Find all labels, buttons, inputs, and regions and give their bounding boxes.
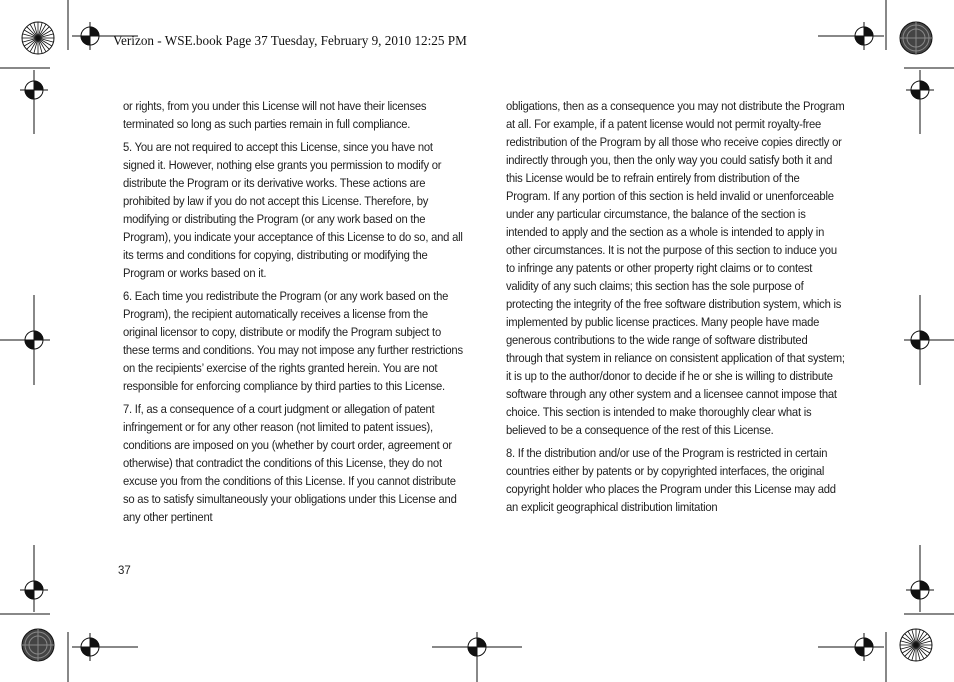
paragraph: 7. If, as a consequence of a court judgment or allegation of patent infringement or for any other reason (not limited to patent issues), conditions are imposed on you (whether by court order, agreement or otherwise) that contradict the conditions of this License, they do not excuse you from the conditions of this License. If you cannot distribute so as to satisfy simultaneously your obligations under this License and any other pertinent	[123, 402, 457, 524]
paragraph: 8. If the distribution and/or use of the Program is restricted in certain countries either by patents or by copyrighted interfaces, the original copyright holder who places the Program under this License may add an explicit geographical distribution limitation	[506, 446, 836, 514]
star-target-bottom-left	[22, 629, 54, 661]
paragraph: or rights, from you under this License will not have their licenses terminated so long as such parties remain in full compliance.	[123, 99, 427, 131]
left-text-column	[123, 97, 463, 531]
page-number: 37	[118, 565, 131, 577]
paragraph: 6. Each time you redistribute the Program (or any work based on the Program), the recipient automatically receives a license from the original licensor to copy, distribute or modify the Program subject to these terms and conditions. You may not impose any further restrictions on the recipients’ exercise of the rights granted herein. You are not responsible for enforcing compliance by third parties to this License.	[123, 289, 463, 393]
paragraph: 5. You are not required to accept this License, since you have not signed it. However, nothing else grants you permission to modify or distribute the Program or its derivative works. These actions are prohibited by law if you do not accept this License. Therefore, by modifying or distributing the Program (or any work based on the Program), you indicate your acceptance of this License to do so, and all its terms and conditions for copying, distributing or modifying the Program or works based on it.	[123, 140, 463, 280]
paragraph: obligations, then as a consequence you may not distribute the Program at all. For example, if a patent license would not permit royalty-free redistribution of the Program by all those who receive copies directly or indirectly through you, then the only way you could satisfy both it and this License would be to refrain entirely from distribution of the Program. If any portion of this section is held invalid or unenforceable under any particular circumstance, the balance of the section is intended to apply and the section as a whole is intended to apply in other circumstances. It is not the purpose of this section to induce you to infringe any patents or other property right claims or to contest validity of any such claims; this section has the sole purpose of protecting the integrity of the free software distribution system, which is implemented by public license practices. Many people have made generous contributions to the wide range of software distributed through that system in reliance on consistent application of that system; it is up to the author/donor to decide if he or she is willing to distribute software through any other system and a licensee cannot impose that choice. This section is intended to make thoroughly clear what is believed to be a consequence of the rest of this License.	[506, 99, 845, 437]
star-target-top-right	[900, 22, 932, 54]
print-header: Verizon - WSE.book Page 37 Tuesday, February 9, 2010 12:25 PM	[113, 33, 467, 48]
star-target-bottom-right	[900, 629, 932, 661]
right-text-column	[506, 97, 845, 521]
star-target-top-left	[22, 22, 54, 54]
